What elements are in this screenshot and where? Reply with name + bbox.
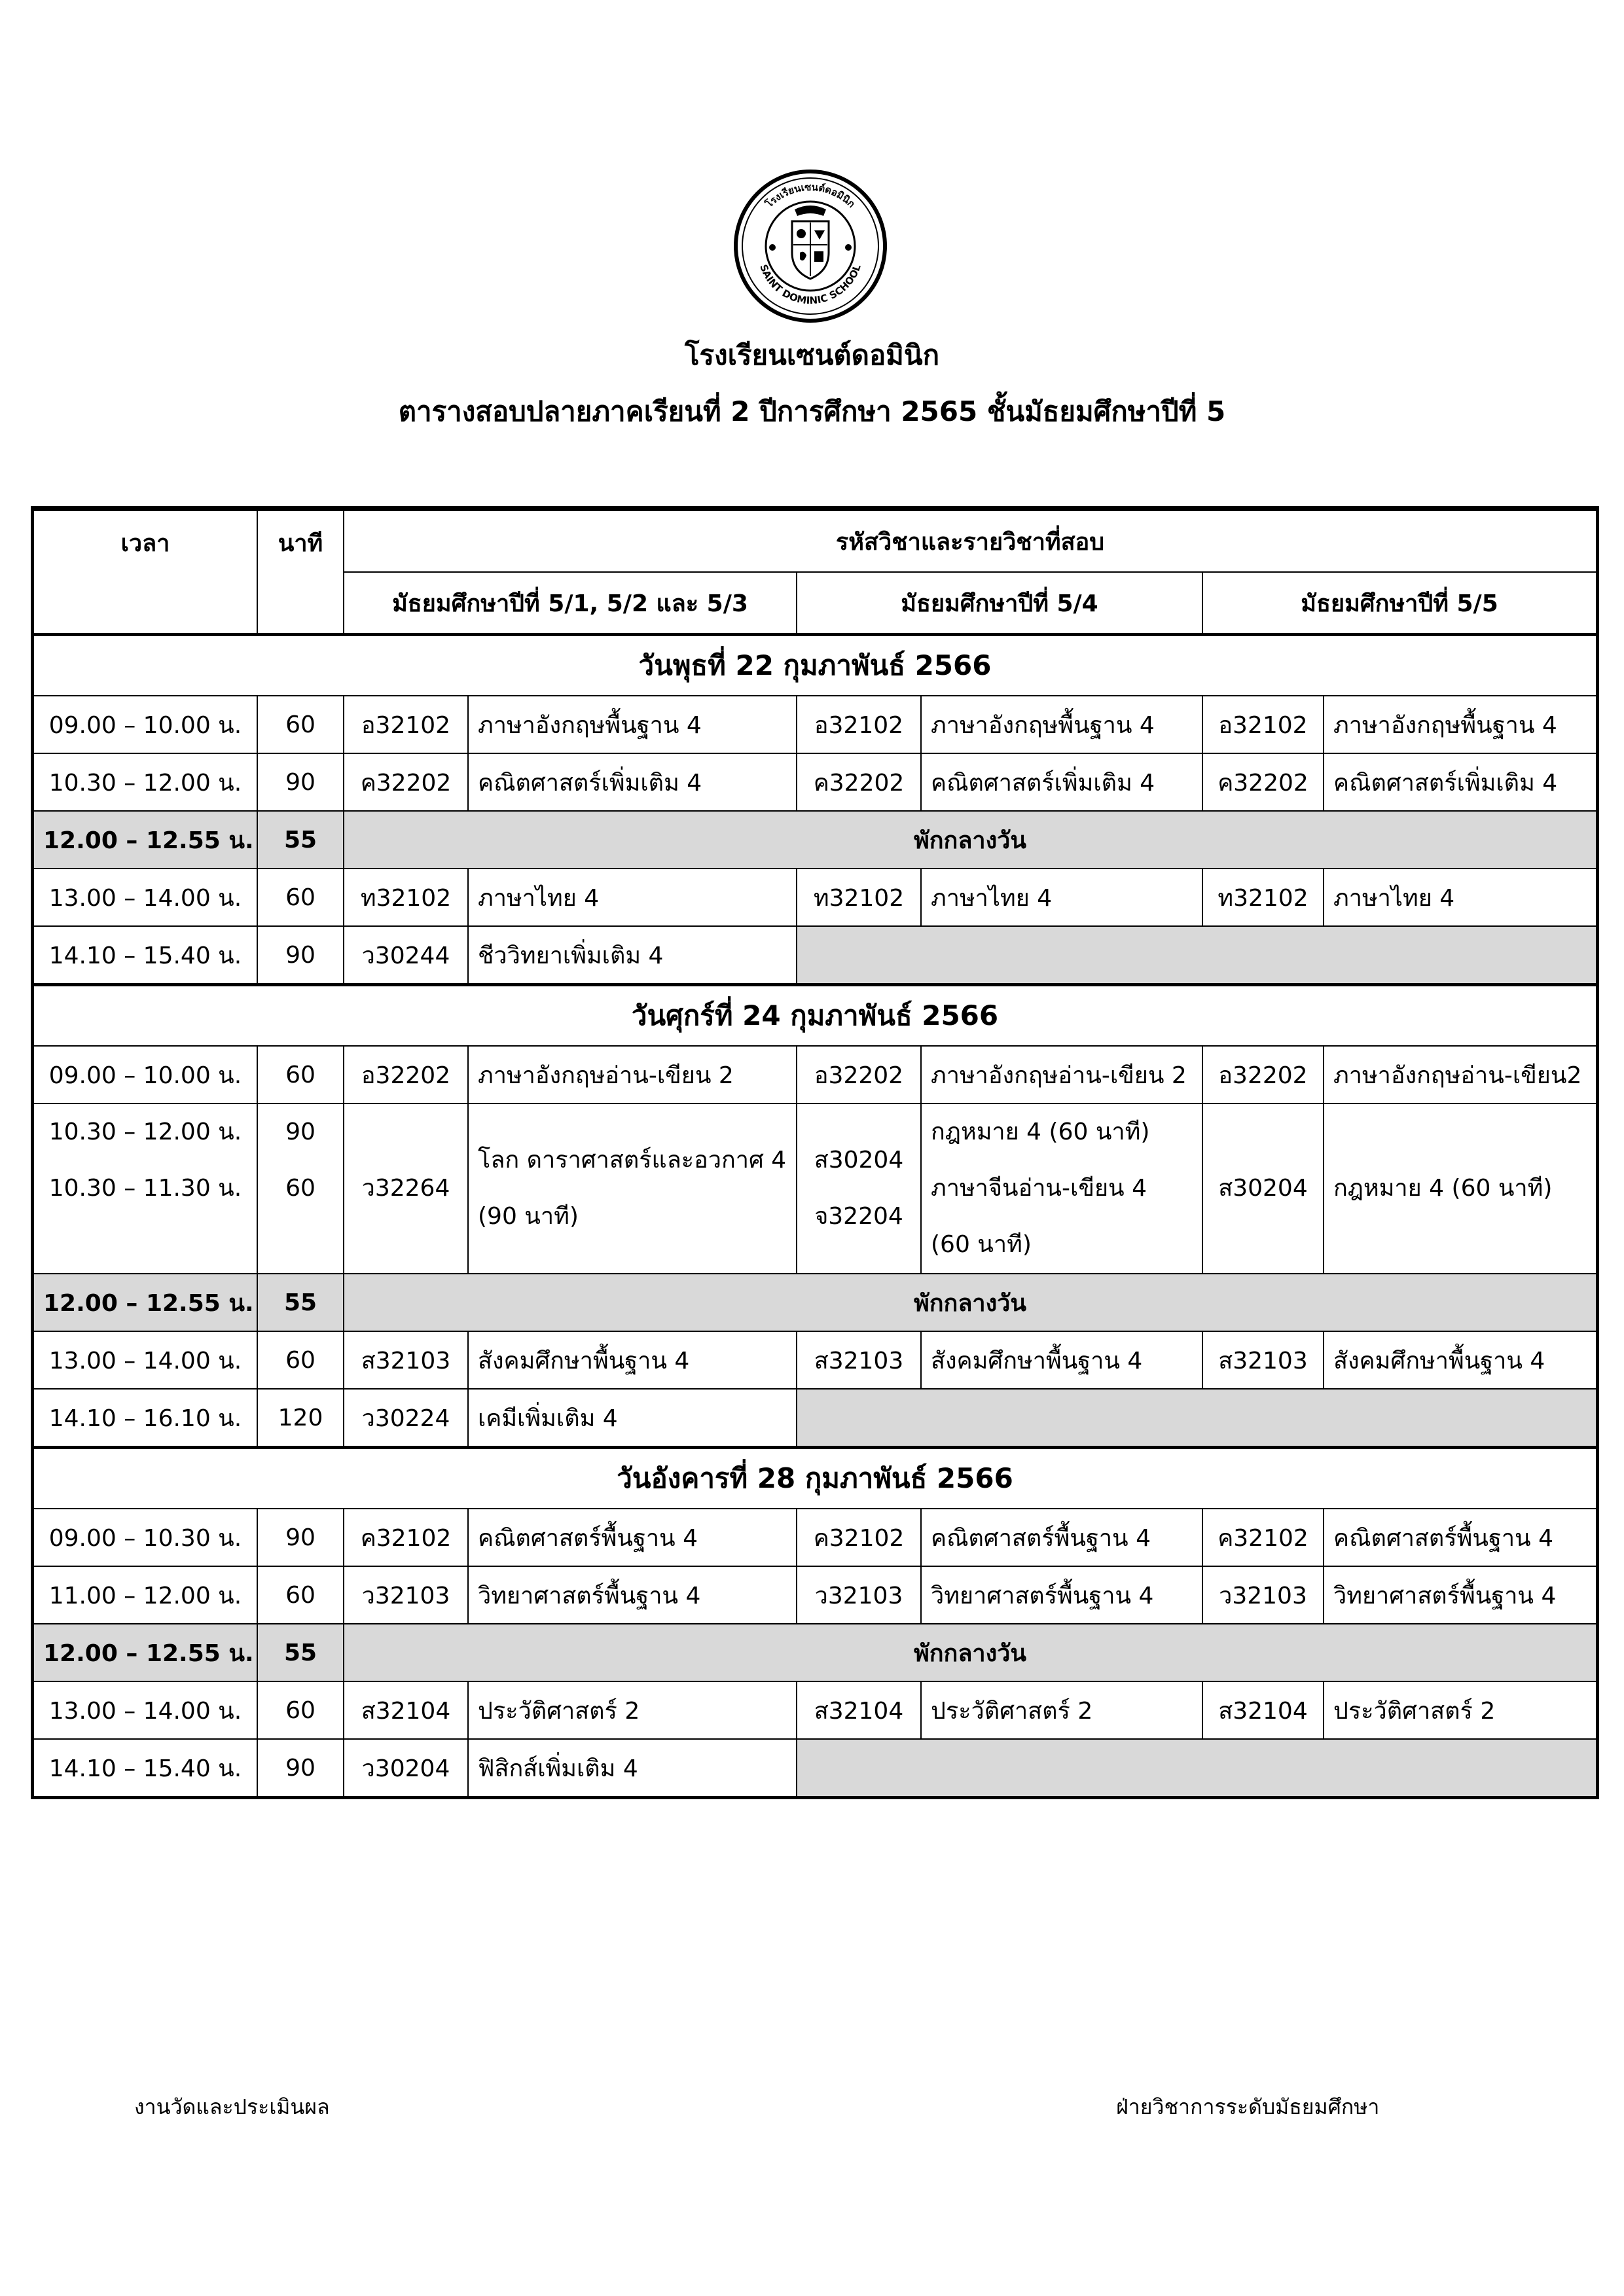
lunch-break-row	[33, 811, 1597, 869]
minutes-cell: 55	[257, 811, 344, 869]
minutes-cell: 55	[257, 1274, 344, 1331]
svg-text:SAINT DOMINIC SCHOOL: SAINT DOMINIC SCHOOL	[757, 262, 863, 307]
course-code: ว30224	[344, 1389, 468, 1448]
course-code: ค32202	[797, 753, 921, 811]
course-code: ส32103	[797, 1331, 921, 1389]
course-code: อ32102	[1202, 696, 1324, 753]
empty-cell	[797, 1389, 1597, 1448]
course-code: ส32104	[797, 1681, 921, 1739]
course-code: ส32104	[1202, 1681, 1324, 1739]
lunch-break-label: พักกลางวัน	[344, 1624, 1597, 1681]
svg-text:โรงเรียนเซนต์ดอมินิก: โรงเรียนเซนต์ดอมินิก	[763, 181, 857, 210]
table-row	[33, 1739, 1597, 1797]
course-name: ชีววิทยาเพิ่มเติม 4	[468, 926, 797, 985]
table-row	[33, 1681, 1597, 1739]
course-code: ค32202	[344, 753, 468, 811]
course-name: คณิตศาสตร์พื้นฐาน 4	[468, 1509, 797, 1566]
course-code	[344, 1103, 468, 1274]
table-row	[33, 1566, 1597, 1624]
time-line: 10.30 – 11.30 น.	[48, 1175, 242, 1202]
time-cell: 14.10 – 15.40 น.	[33, 926, 257, 985]
minutes-cell: 90	[257, 926, 344, 985]
empty-cell	[797, 1739, 1597, 1797]
course-code-line: จ32204	[814, 1203, 903, 1230]
course-name: วิทยาศาสตร์พื้นฐาน 4	[921, 1566, 1202, 1624]
time-cell: 14.10 – 16.10 น.	[33, 1389, 257, 1448]
course-name	[921, 1103, 1202, 1274]
minutes-cell: 90	[257, 1509, 344, 1566]
table-row	[33, 1331, 1597, 1389]
course-code	[1202, 1103, 1324, 1274]
course-name: ภาษาไทย 4	[1324, 869, 1597, 926]
course-name: สังคมศึกษาพื้นฐาน 4	[1324, 1331, 1597, 1389]
course-code: ค32202	[1202, 753, 1324, 811]
course-name: ภาษาอังกฤษพื้นฐาน 4	[921, 696, 1202, 753]
day-heading: วันอังคารที่ 28 กุมภาพันธ์ 2566	[33, 1448, 1597, 1509]
minutes-cell: 60	[257, 696, 344, 753]
course-code: ค32102	[344, 1509, 468, 1566]
minutes-cell: 60	[257, 1331, 344, 1389]
course-name-line: (90 นาที)	[478, 1203, 579, 1230]
header-group-5-4: มัธยมศึกษาปีที่ 5/4	[797, 572, 1202, 635]
course-code: ว32103	[797, 1566, 921, 1624]
course-code: อ32102	[344, 696, 468, 753]
course-name: ภาษาอังกฤษอ่าน-เขียน2	[1324, 1046, 1597, 1103]
time-cell: 12.00 – 12.55 น.	[33, 811, 257, 869]
course-name-line: โลก ดาราศาสตร์และอวกาศ 4	[478, 1147, 787, 1174]
course-name: ภาษาอังกฤษพื้นฐาน 4	[468, 696, 797, 753]
course-name-line: (60 นาที)	[931, 1231, 1032, 1258]
course-code: ท32102	[344, 869, 468, 926]
course-code: ว32103	[1202, 1566, 1324, 1624]
course-name	[1324, 1103, 1597, 1274]
course-name: คณิตศาสตร์พื้นฐาน 4	[921, 1509, 1202, 1566]
lunch-break-row	[33, 1274, 1597, 1331]
lunch-break-row	[33, 1624, 1597, 1681]
time-cell: 09.00 – 10.00 น.	[33, 696, 257, 753]
time-cell: 13.00 – 14.00 น.	[33, 1681, 257, 1739]
minutes-cell	[257, 1103, 344, 1274]
course-name: ประวัติศาสตร์ 2	[468, 1681, 797, 1739]
table-row	[33, 696, 1597, 753]
course-code-line: ส30204	[1218, 1175, 1308, 1202]
time-cell: 12.00 – 12.55 น.	[33, 1624, 257, 1681]
minutes-cell: 60	[257, 1681, 344, 1739]
table-row	[33, 753, 1597, 811]
course-code: อ32202	[344, 1046, 468, 1103]
time-cell: 10.30 – 12.00 น.	[33, 753, 257, 811]
course-name: สังคมศึกษาพื้นฐาน 4	[468, 1331, 797, 1389]
minutes-cell: 90	[257, 753, 344, 811]
course-name: ภาษาอังกฤษพื้นฐาน 4	[1324, 696, 1597, 753]
course-name: คณิตศาสตร์เพิ่มเติม 4	[1324, 753, 1597, 811]
course-code: อ32202	[1202, 1046, 1324, 1103]
header-subjects: รหัสวิชาและรายวิชาที่สอบ	[344, 510, 1597, 573]
time-cell: 13.00 – 14.00 น.	[33, 1331, 257, 1389]
course-code-line: ว32264	[361, 1175, 450, 1202]
minutes-cell: 120	[257, 1389, 344, 1448]
course-name: ภาษาไทย 4	[468, 869, 797, 926]
course-name: คณิตศาสตร์เพิ่มเติม 4	[468, 753, 797, 811]
footer-left: งานวัดและประเมินผล	[134, 2094, 330, 2119]
minutes-cell: 60	[257, 869, 344, 926]
course-code: ค32102	[797, 1509, 921, 1566]
minutes-line: 90	[285, 1119, 316, 1145]
lunch-break-label: พักกลางวัน	[344, 811, 1597, 869]
header-group-5-1-5-3: มัธยมศึกษาปีที่ 5/1, 5/2 และ 5/3	[344, 572, 797, 635]
course-code: ท32102	[797, 869, 921, 926]
course-name	[468, 1103, 797, 1274]
table-row	[33, 926, 1597, 985]
course-code: ส32104	[344, 1681, 468, 1739]
school-logo	[732, 168, 889, 325]
course-code: ว30204	[344, 1739, 468, 1797]
course-name-line: ภาษาจีนอ่าน-เขียน 4	[931, 1175, 1147, 1202]
time-cell	[33, 1103, 257, 1274]
course-code: อ32202	[797, 1046, 921, 1103]
minutes-cell: 60	[257, 1566, 344, 1624]
minutes-line: 60	[285, 1175, 316, 1202]
course-name: คณิตศาสตร์พื้นฐาน 4	[1324, 1509, 1597, 1566]
course-code: ส32103	[344, 1331, 468, 1389]
time-line: 10.30 – 12.00 น.	[48, 1119, 242, 1145]
course-name: ภาษาอังกฤษอ่าน-เขียน 2	[468, 1046, 797, 1103]
course-code: อ32102	[797, 696, 921, 753]
course-name: ภาษาไทย 4	[921, 869, 1202, 926]
minutes-cell: 55	[257, 1624, 344, 1681]
course-name: ฟิสิกส์เพิ่มเติม 4	[468, 1739, 797, 1797]
table-row	[33, 869, 1597, 926]
course-name-line: กฎหมาย 4 (60 นาที)	[931, 1119, 1150, 1145]
course-code-line: ส30204	[814, 1147, 904, 1174]
exam-title: ตารางสอบปลายภาคเรียนที่ 2 ปีการศึกษา 2565 ชั้นมัธยมศึกษาปีที่ 5	[398, 395, 1226, 427]
course-name: วิทยาศาสตร์พื้นฐาน 4	[468, 1566, 797, 1624]
table-row	[33, 1046, 1597, 1103]
header-time: เวลา	[33, 510, 257, 635]
table-row	[33, 1509, 1597, 1566]
course-name-line: กฎหมาย 4 (60 นาที)	[1333, 1175, 1553, 1202]
course-name: สังคมศึกษาพื้นฐาน 4	[921, 1331, 1202, 1389]
course-name: ประวัติศาสตร์ 2	[1324, 1681, 1597, 1739]
time-cell: 09.00 – 10.00 น.	[33, 1046, 257, 1103]
minutes-cell: 90	[257, 1739, 344, 1797]
course-name: ภาษาอังกฤษอ่าน-เขียน 2	[921, 1046, 1202, 1103]
footer-right: ฝ่ายวิชาการระดับมัธยมศึกษา	[1116, 2094, 1380, 2119]
header-minutes: นาที	[257, 510, 344, 635]
time-cell: 11.00 – 12.00 น.	[33, 1566, 257, 1624]
exam-schedule-table	[33, 508, 1597, 1797]
course-code: ว32103	[344, 1566, 468, 1624]
empty-cell	[797, 926, 1597, 985]
course-code: ค32102	[1202, 1509, 1324, 1566]
course-name: เคมีเพิ่มเติม 4	[468, 1389, 797, 1448]
time-cell: 09.00 – 10.30 น.	[33, 1509, 257, 1566]
day-heading: วันศุกร์ที่ 24 กุมภาพันธ์ 2566	[33, 985, 1597, 1047]
time-cell: 14.10 – 15.40 น.	[33, 1739, 257, 1797]
time-cell: 12.00 – 12.55 น.	[33, 1274, 257, 1331]
table-row	[33, 1389, 1597, 1448]
school-name: โรงเรียนเซนต์ดอมินิก	[684, 339, 940, 371]
header-group-5-5: มัธยมศึกษาปีที่ 5/5	[1202, 572, 1597, 635]
course-name: ประวัติศาสตร์ 2	[921, 1681, 1202, 1739]
table-row	[33, 1103, 1597, 1274]
course-code	[797, 1103, 921, 1274]
course-code: ส32103	[1202, 1331, 1324, 1389]
course-code: ท32102	[1202, 869, 1324, 926]
day-heading: วันพุธที่ 22 กุมภาพันธ์ 2566	[33, 635, 1597, 696]
lunch-break-label: พักกลางวัน	[344, 1274, 1597, 1331]
time-cell: 13.00 – 14.00 น.	[33, 869, 257, 926]
course-code: ว30244	[344, 926, 468, 985]
course-name: วิทยาศาสตร์พื้นฐาน 4	[1324, 1566, 1597, 1624]
course-name: คณิตศาสตร์เพิ่มเติม 4	[921, 753, 1202, 811]
minutes-cell: 60	[257, 1046, 344, 1103]
